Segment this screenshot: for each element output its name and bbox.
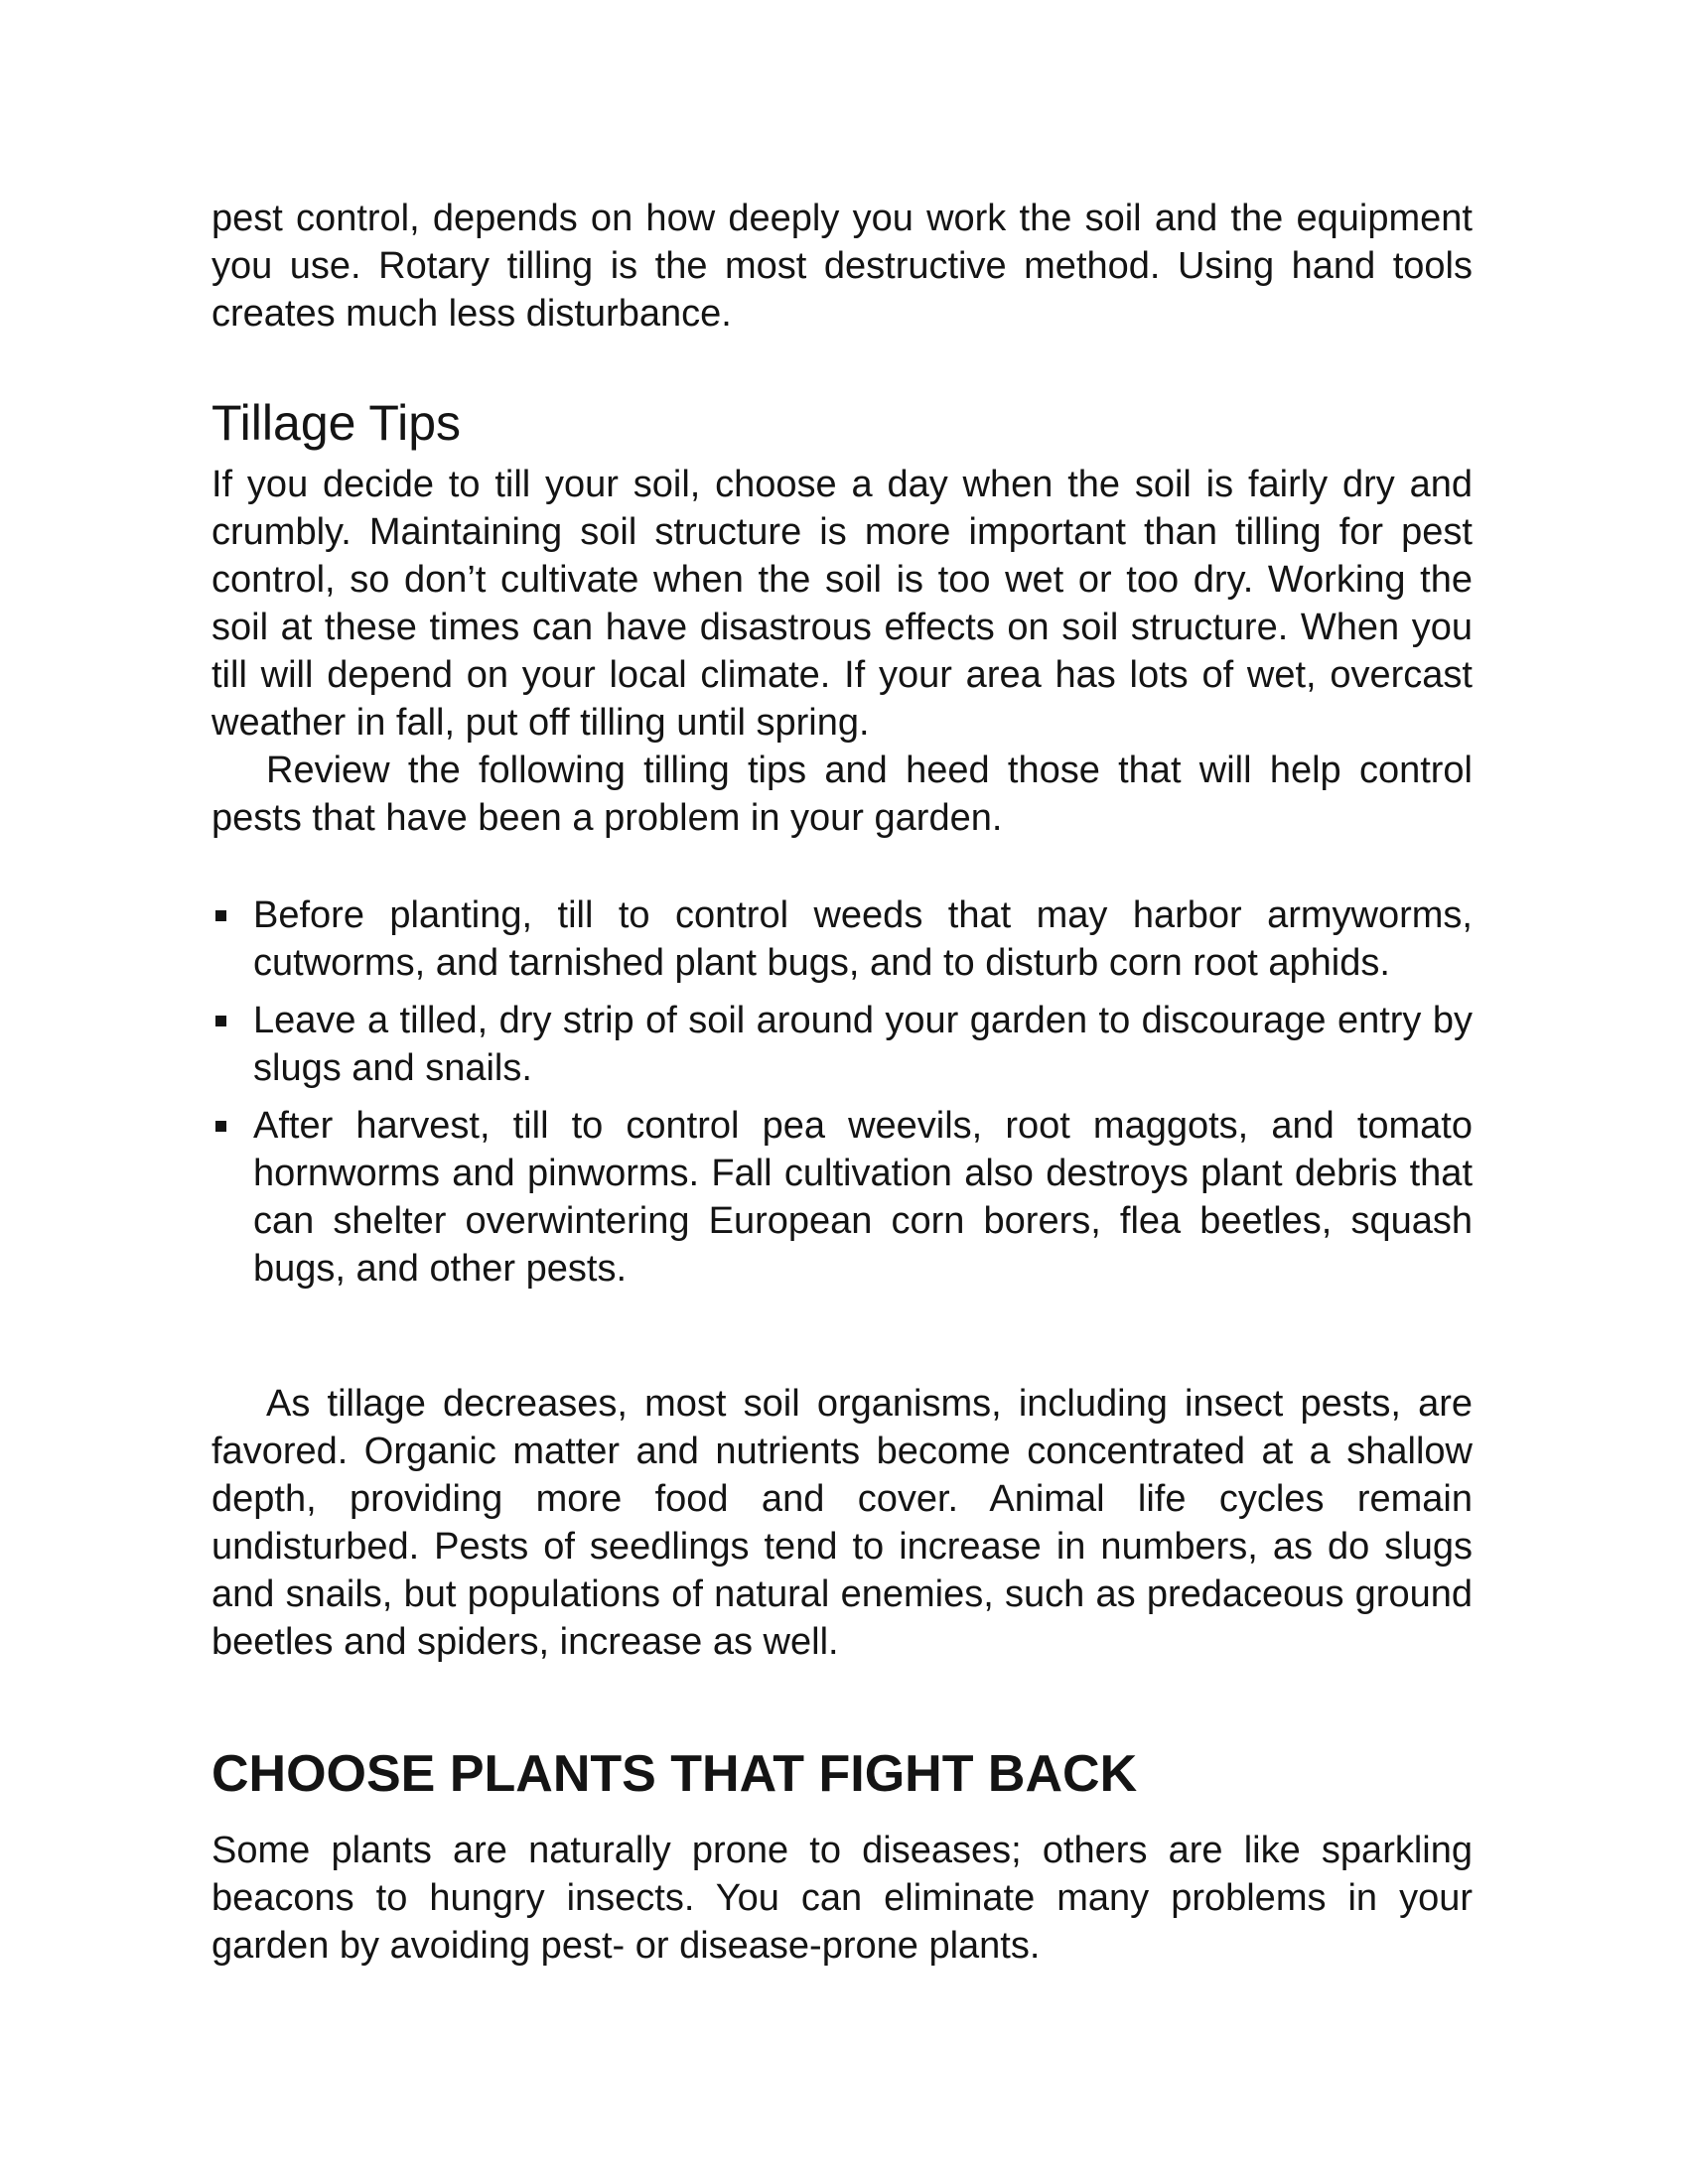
tillage-closing: [211, 1380, 1473, 1666]
list-item: [211, 1102, 1473, 1293]
section-heading: CHOOSE PLANTS THAT FIGHT BACK: [211, 1745, 1138, 1803]
intro-paragraph: pest control, depends on how deeply you work the soil and the equipment you use. Rotary tilling is the most destructive method. Using hand tools creates much less disturbance.: [211, 198, 1473, 335]
tillage-tips-heading: Tillage Tips: [211, 395, 462, 451]
tips-list-container: [211, 891, 1473, 1302]
tillage-body: [211, 461, 1473, 842]
section-body: [211, 1827, 1473, 1970]
list-item: [211, 891, 1473, 987]
tillage-paragraph-3: As tillage decreases, most soil organisms, including insect pests, are favored. Organic matter and nutrients become concentrated at a shallow depth, providing more food and cover. Animal life cycles remain undisturbed. Pests of seedlings tend to increase in numbers, as do slugs and snails, but populations of natural enemies, such as predaceous ground beetles and spiders, increase as well.: [211, 1383, 1473, 1663]
list-item: [211, 997, 1473, 1092]
tip-text: After harvest, till to control pea weevils, root maggots, and tomato hornworms and pinworms. Fall cultivation also destroys plant debris that can shelter overwintering European corn borers, flea beetles, squash bugs, and other pests.: [253, 1105, 1473, 1290]
tips-list: [211, 891, 1473, 1293]
tip-text: Leave a tilled, dry strip of soil around your garden to discourage entry by slugs and snails.: [253, 1000, 1473, 1089]
section-paragraph: Some plants are naturally prone to diseases; others are like sparkling beacons to hungry insects. You can eliminate many problems in your garden by avoiding pest- or disease-prone plants.: [211, 1830, 1473, 1967]
tillage-paragraph-2: Review the following tilling tips and heed those that will help control pests that have been a problem in your garden.: [211, 750, 1473, 839]
square-bullet-icon: [215, 1016, 226, 1026]
document-page: [211, 195, 1473, 1967]
square-bullet-icon: [215, 1121, 226, 1132]
tillage-paragraph-1: If you decide to till your soil, choose a day when the soil is fairly dry and crumbly. Maintaining soil structure is more important than tilling for pest control, so don’t cultivate when the soil is too wet or too dry. Working the soil at these times can have disastrous effects on soil structure. When you till will depend on your local climate. If your area has lots of wet, overcast weather in fall, put off tilling until spring.: [211, 464, 1473, 744]
square-bullet-icon: [215, 910, 226, 921]
tip-text: Before planting, till to control weeds that may harbor armyworms, cutworms, and tarnished plant bugs, and to disturb corn root aphids.: [253, 894, 1473, 984]
